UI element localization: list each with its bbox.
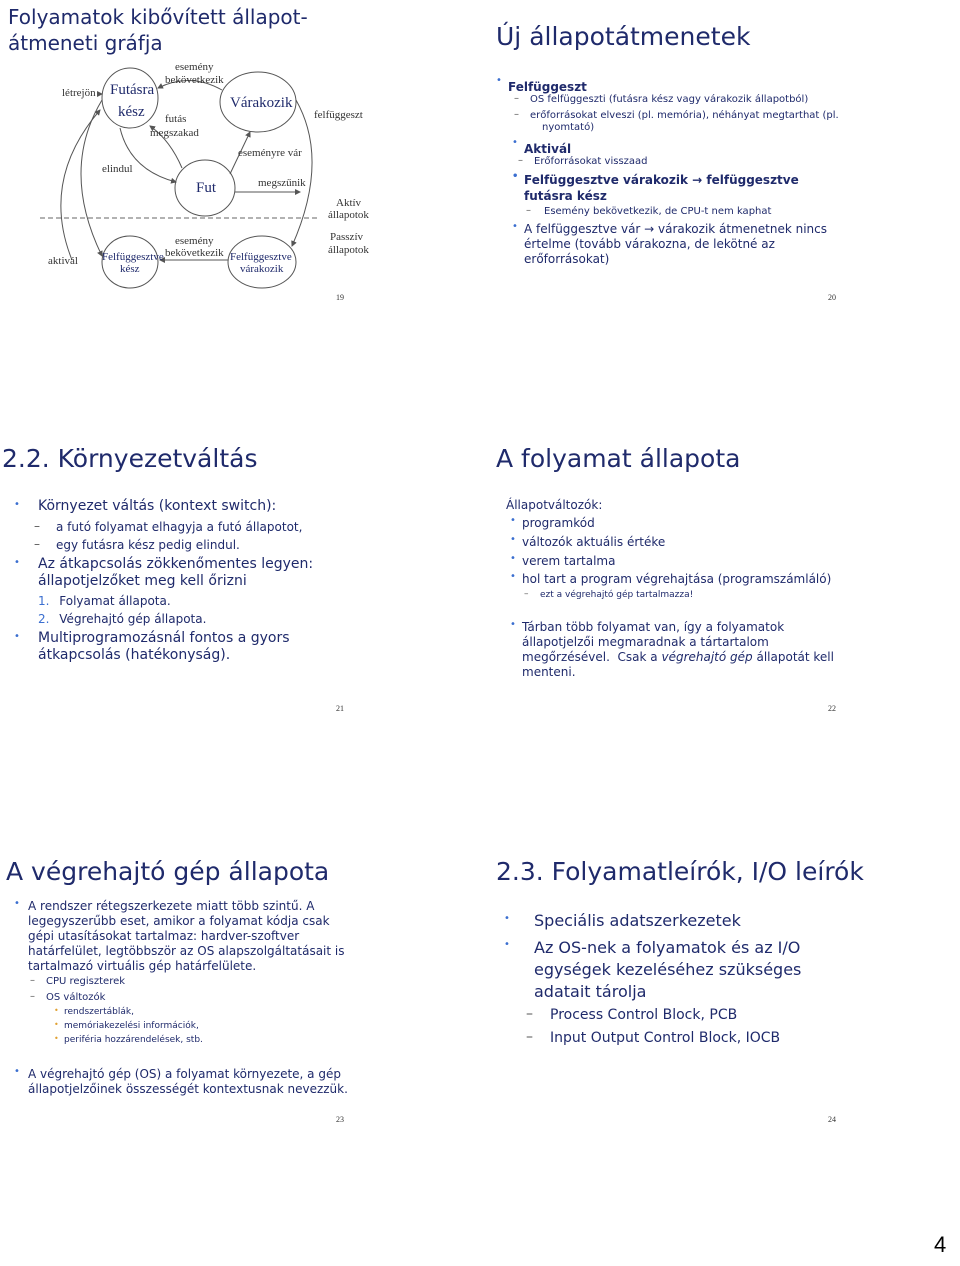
label-passziv-allapotok-2: állapotok xyxy=(328,244,369,256)
sub-felf-var-1: – Esemény bekövetkezik, de CPU-t nem kaphat xyxy=(526,205,772,217)
bullet-os-adatai: • Az OS-nek a folyamatok és az I/O egységek kezeléséhez szükséges adatait tárolja xyxy=(504,938,802,1001)
bullet-dot: • xyxy=(54,1034,59,1043)
bullet-specialis: • Speciális adatszerkezetek xyxy=(504,911,741,930)
bullet-dot: • xyxy=(14,1066,20,1077)
sub-felfuggeszt-1: – OS felfüggeszti (futásra kész vagy várakozik állapotból) xyxy=(514,93,809,105)
numbered-item-2: 2. Végrehajtó gép állapota. xyxy=(38,612,207,626)
sub-aktival-1: – Erőforrásokat visszaad xyxy=(518,155,648,167)
slide-20-title: Új állapotátmenetek xyxy=(496,22,751,51)
slide-24 xyxy=(490,845,960,1255)
label-aktiv-allapotok-1: Aktív xyxy=(336,197,362,209)
bullet-dot: • xyxy=(14,557,20,568)
slide-19 xyxy=(0,0,470,410)
slide-22-title: A folyamat állapota xyxy=(496,444,741,473)
page-number-20: 20 xyxy=(828,293,836,302)
sub-felfuggeszt-2: – erőforrásokat elveszi (pl. memória), néhányat megtarthat (pl. xyxy=(514,109,839,121)
bullet-felfuggeszt: • Felfüggeszt xyxy=(496,75,587,94)
label-esemeny-bekov-2b: bekövetkezik xyxy=(165,247,224,259)
page-number-21: 21 xyxy=(336,704,344,713)
dash-icon: – xyxy=(34,537,40,551)
label-futasra-kesz-2: kész xyxy=(118,104,145,120)
title-line-1: Folyamatok kibővített állapot- xyxy=(8,5,308,29)
label-aktival: aktivál xyxy=(48,255,78,267)
subsub-item: • rendszertáblák, xyxy=(54,1006,134,1017)
title-line-2: átmeneti gráfja xyxy=(8,31,163,55)
dash-icon: – xyxy=(514,109,519,120)
dash-icon: – xyxy=(30,975,35,986)
bullet-dot: • xyxy=(14,898,20,909)
page-number-24: 24 xyxy=(828,1115,836,1124)
bullet-retegszerkezet: • A rendszer rétegszerkezete miatt több szintű. A legegyszerűbb eset, amikor a folyamat kódja csak gépi utasításokat tartalmaz: hardver-szoftver határfelület, legtöbbször az OS alapszolgáltatásait is tartalmazó virtuális gép határfelülete. xyxy=(14,898,345,973)
arrow-felfuggeszt xyxy=(292,100,312,246)
arrow-felfuggeszt-2 xyxy=(81,100,102,256)
label-fut: Fut xyxy=(196,180,217,196)
dash-icon: – xyxy=(34,519,40,533)
bullet-dot: • xyxy=(512,221,518,232)
bullet-dot: • xyxy=(504,913,510,924)
dash-icon: – xyxy=(526,205,531,216)
slide-22 xyxy=(490,430,960,840)
label-esemeny-bekov-2a: esemény xyxy=(175,235,214,247)
bullet-kontextus: • A végrehajtó gép (OS) a folyamat környezete, a gép állapotjelzőinek összességét kontextusnak nevezzük. xyxy=(14,1066,348,1096)
label-felf-kesz-1: Felfüggesztve xyxy=(102,251,164,263)
sub-iocb: – Input Output Control Block, IOCB xyxy=(526,1029,781,1046)
label-esemeny-bekov-1a: esemény xyxy=(175,61,214,73)
dash-icon: – xyxy=(514,93,519,104)
bullet-dot: • xyxy=(512,171,519,182)
subsub-item: • periféria hozzárendelések, stb. xyxy=(54,1034,203,1045)
bullet-dot: • xyxy=(14,631,20,642)
dash-icon: – xyxy=(524,589,529,599)
label-esemenyre-var: eseményre vár xyxy=(238,147,302,159)
dash-icon: – xyxy=(526,1029,533,1045)
bullet-dot: • xyxy=(14,499,20,510)
bullet-dot: • xyxy=(510,534,516,545)
label-letrejon: létrejön xyxy=(62,87,96,99)
slide-21 xyxy=(0,430,470,840)
sub-kv-1: – a futó folyamat elhagyja a futó állapotot, xyxy=(34,519,303,534)
bullet-tarban: • Tárban több folyamat van, így a folyamatok állapotjelzői megmaradnak a tártartalom megőrzésével. Csak a végrehajtó gép állapotát kell menteni. xyxy=(510,619,834,679)
dash-icon: – xyxy=(30,991,35,1002)
sub-os-valtozok: – OS változók xyxy=(30,991,106,1003)
label-felfuggeszt: felfüggeszt xyxy=(314,109,363,121)
intro-allapotvaltozok: Állapotváltozók: xyxy=(506,498,603,512)
slide-20 xyxy=(490,0,960,410)
bullet-felf-var-to-kesz: • Felfüggesztve várakozik → felfüggesztve futásra kész xyxy=(512,171,799,203)
label-esemeny-bekov-1b: bekövetkezik xyxy=(165,74,224,86)
bullet-atkapcsolas: • Az átkapcsolás zökkenőmentes legyen: állapotjelzőket meg kell őrizni xyxy=(14,556,314,589)
bullet-kornyezetvaltas: • Környezet váltás (kontext switch): xyxy=(14,498,277,514)
state-var-item: • verem tartalma xyxy=(510,553,616,568)
bullet-dot: • xyxy=(510,515,516,526)
bullet-aktival: • Aktivál xyxy=(512,137,572,156)
label-passziv-allapotok-1: Passzív xyxy=(330,231,363,243)
label-futasra-kesz-1: Futásra xyxy=(110,82,155,98)
state-transition-diagram xyxy=(0,50,390,290)
subsub-item: • memóriakezelési információk, xyxy=(54,1020,199,1031)
page-number-19: 19 xyxy=(336,293,344,302)
sub-pcb: – Process Control Block, PCB xyxy=(526,1006,738,1023)
label-felf-kesz-2: kész xyxy=(120,263,140,275)
label-felf-var-2: várakozik xyxy=(240,263,284,275)
page-number-23: 23 xyxy=(336,1115,344,1124)
slide-21-title: 2.2. Környezetváltás xyxy=(2,444,258,473)
label-futas-megszakad-1: futás xyxy=(165,113,187,125)
label-aktiv-allapotok-2: állapotok xyxy=(328,209,369,221)
bullet-felf-var-note: • A felfüggesztve vár → várakozik átmenetnek nincs értelme (tovább várakozna, de lekötné az erőforrásokat) xyxy=(512,221,828,266)
sub-kv-2: – egy futásra kész pedig elindul. xyxy=(34,537,240,552)
sub-cpu-regiszterek: – CPU regiszterek xyxy=(30,975,126,987)
state-var-item: • változók aktuális értéke xyxy=(510,534,666,549)
slide-23 xyxy=(0,845,470,1255)
state-var-subitem: – ezt a végrehajtó gép tartalmazza! xyxy=(524,589,694,600)
label-elindul: elindul xyxy=(102,163,133,175)
bullet-dot: • xyxy=(54,1020,59,1029)
dash-icon: – xyxy=(518,155,523,166)
dash-icon: – xyxy=(526,1006,533,1022)
bullet-dot: • xyxy=(510,571,516,582)
bullet-dot: • xyxy=(510,553,516,564)
slide-19-title xyxy=(8,4,308,56)
bullet-dot: • xyxy=(504,939,510,950)
slide-23-title: A végrehajtó gép állapota xyxy=(6,857,330,886)
slide-24-title: 2.3. Folyamatleírók, I/O leírók xyxy=(496,857,864,886)
numbered-item-1: 1. Folyamat állapota. xyxy=(38,594,171,608)
state-var-item: • programkód xyxy=(510,515,595,530)
label-varakozik: Várakozik xyxy=(230,95,293,111)
label-felf-var-1: Felfüggesztve xyxy=(230,251,292,263)
state-var-item: • hol tart a program végrehajtása (programszámláló) xyxy=(510,571,832,586)
page-footer-number: 4 xyxy=(934,1232,947,1257)
bullet-multiprog: • Multiprogramozásnál fontos a gyors átkapcsolás (hatékonyság). xyxy=(14,630,290,663)
bullet-dot: • xyxy=(512,137,518,148)
label-megszunik: megszűnik xyxy=(258,177,306,189)
page-number-22: 22 xyxy=(828,704,836,713)
bullet-dot: • xyxy=(510,619,516,630)
bullet-dot: • xyxy=(496,75,502,86)
sub-felfuggeszt-3: nyomtató) xyxy=(542,122,595,133)
label-futas-megszakad-2: megszakad xyxy=(150,127,199,139)
bullet-dot: • xyxy=(54,1006,59,1015)
